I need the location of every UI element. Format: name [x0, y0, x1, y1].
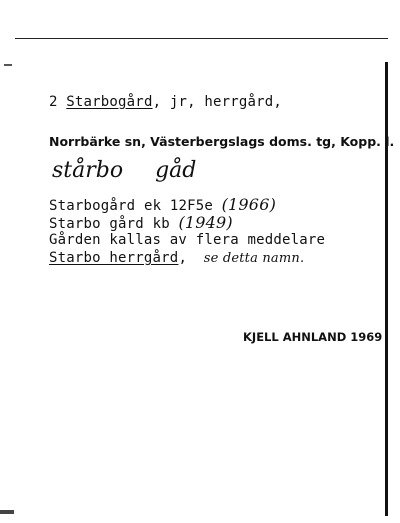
heading-rest: , jr, herrgård, [152, 94, 283, 110]
heading-name: Starbogård [66, 94, 153, 110]
scan-mark [4, 64, 12, 66]
entry-2-year: (1949) [178, 213, 233, 232]
heading-line [49, 94, 282, 110]
entry-2-code: kb [152, 216, 170, 232]
scan-mark-bottom [0, 510, 14, 514]
card-right-edge [385, 62, 388, 516]
alt-name: Starbo herrgård [49, 250, 179, 266]
heading-number: 2 [49, 94, 58, 110]
entry-1-year: (1966) [221, 195, 277, 214]
alt-name-line [49, 250, 304, 266]
entry-2-name: Starbo gård [49, 216, 144, 232]
phonetic-transcription [52, 158, 196, 183]
note-line: Gården kallas av flera meddelare [49, 232, 326, 248]
alt-separator: , [178, 250, 188, 266]
signature: KJELL AHNLAND 1969 [243, 330, 383, 344]
entry-row-2 [49, 213, 233, 232]
phonetic-word-1: stårbo [52, 158, 124, 183]
entry-row-1 [49, 195, 276, 214]
entry-1-code: ek 12F5e [143, 198, 213, 214]
handwritten-note: se detta namn. [203, 251, 305, 266]
entry-1-name: Starbogård [49, 198, 136, 214]
phonetic-word-2: gåd [155, 158, 197, 183]
parish-line: Norrbärke sn, Västerbergslags doms. tg, Kopp. l. [49, 134, 395, 149]
